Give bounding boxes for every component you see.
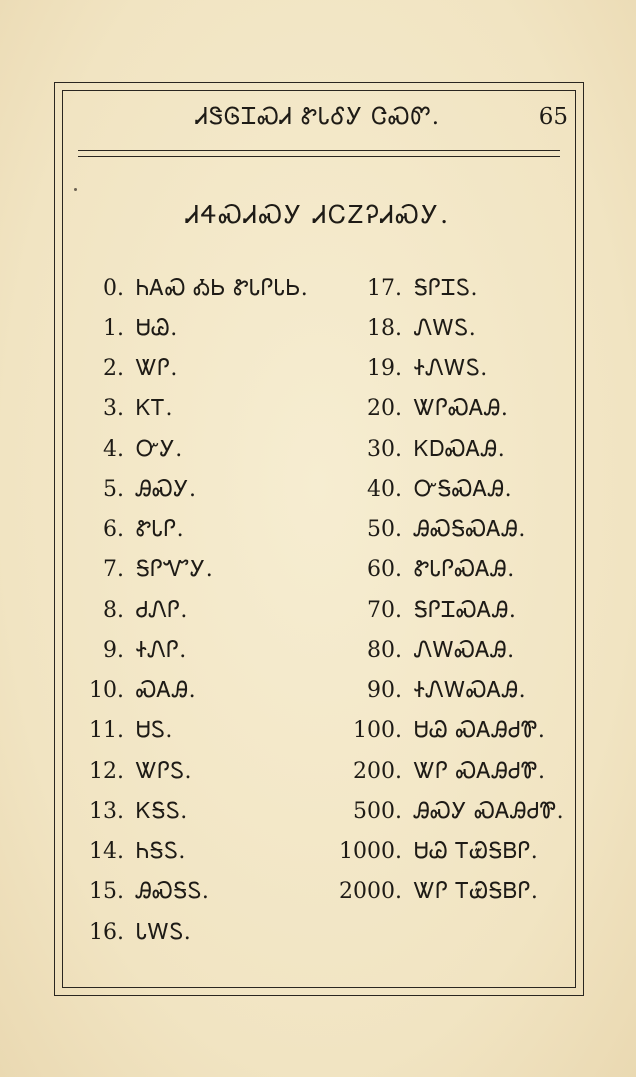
- number-row: [84, 510, 308, 550]
- number-row: [330, 711, 564, 751]
- number-word: ᏂᎦᏚ.: [136, 839, 186, 865]
- numeral: 1000.: [339, 839, 402, 865]
- number-row: [84, 590, 308, 630]
- number-row: [330, 389, 564, 429]
- numeral: 200.: [353, 758, 402, 784]
- header-rule-top: [78, 150, 560, 151]
- numeral: 4.: [103, 436, 124, 462]
- number-row: [330, 590, 564, 630]
- numeral: 1.: [103, 315, 124, 341]
- number-row: [84, 872, 308, 912]
- numeral: 20.: [367, 396, 402, 422]
- number-row: [84, 308, 308, 348]
- numbers-column-right: [330, 268, 564, 912]
- number-word: ᏐᏁᎳᏍᎪᎯ.: [414, 678, 527, 704]
- numeral: 6.: [103, 517, 124, 543]
- section-title: ᏗᏎᏍᏗᏍᎩ ᏗᏟᏃᎮᏗᏍᎩ.: [185, 200, 451, 229]
- number-row: [84, 429, 308, 469]
- numeral: 18.: [367, 315, 402, 341]
- number-row: [330, 872, 564, 912]
- number-word: ᏁᎳᏍᎪᎯ.: [414, 637, 515, 663]
- number-row: [84, 832, 308, 872]
- numeral: 11.: [89, 718, 124, 744]
- number-row: [330, 469, 564, 509]
- number-word: ᏁᎳᏚ.: [414, 315, 477, 341]
- number-word: ᎦᎵᏉᎩ.: [136, 557, 214, 583]
- number-word: ᏦᎦᏚ.: [136, 798, 188, 824]
- number-word: ᏦᎠᏍᎪᎯ.: [414, 436, 506, 462]
- numbers-column-left: [84, 268, 308, 952]
- number-row: [84, 912, 308, 952]
- running-header: ᏗᏕᎶᏆᏍᏗ ᏑᏓᎴᎩ ᏣᏍᏛ.: [195, 104, 441, 130]
- number-word: ᏑᏓᎵᏍᎪᎯ.: [414, 557, 515, 583]
- numeral: 9.: [103, 637, 124, 663]
- number-word: ᏔᎵ ᎢᏯᎦᏴᎵ.: [414, 879, 539, 905]
- number-word: ᏌᏊ ᏍᎪᎯᏧᏈ.: [414, 718, 546, 744]
- numeral: 2000.: [339, 879, 402, 905]
- numeral: 40.: [367, 476, 402, 502]
- number-word: ᏂᎪᏍ ᎣᏏ ᏑᏓᎵᏓᏏ.: [136, 275, 309, 301]
- number-row: [330, 429, 564, 469]
- number-word: ᏔᎵᏚ.: [136, 758, 193, 784]
- number-row: [330, 671, 564, 711]
- numeral: 17.: [367, 275, 402, 301]
- header-rule-bottom: [78, 156, 560, 157]
- numeral: 14.: [89, 839, 124, 865]
- number-row: [330, 308, 564, 348]
- number-row: [330, 832, 564, 872]
- number-row: [330, 791, 564, 831]
- numeral: 13.: [89, 798, 124, 824]
- number-word: ᏅᎦᏍᎪᎯ.: [414, 476, 513, 502]
- number-row: [330, 751, 564, 791]
- numeral: 8.: [103, 597, 124, 623]
- number-word: ᎦᎵᏆᏚ.: [414, 275, 478, 301]
- number-word: ᏅᎩ.: [136, 436, 183, 462]
- numeral: 50.: [367, 517, 402, 543]
- number-word: ᎦᎵᏆᏍᎪᎯ.: [414, 597, 517, 623]
- number-row: [84, 268, 308, 308]
- numeral: 60.: [367, 557, 402, 583]
- numeral: 19.: [367, 356, 402, 382]
- number-word: ᎯᏍᎦᏍᎪᎯ.: [414, 517, 526, 543]
- number-word: ᏧᏁᎵ.: [136, 597, 188, 623]
- number-word: ᏔᎵᏍᎪᎯ.: [414, 396, 509, 422]
- page-number: 65: [538, 104, 568, 130]
- number-word: ᏔᎵ ᏍᎪᎯᏧᏈ.: [414, 758, 546, 784]
- number-word: ᏌᏚ.: [136, 718, 173, 744]
- numeral: 0.: [103, 275, 124, 301]
- number-row: [84, 751, 308, 791]
- number-word: ᏐᏁᎵ.: [136, 637, 187, 663]
- number-word: ᏑᏓᎵ.: [136, 517, 185, 543]
- number-word: ᏌᏊ.: [136, 315, 178, 341]
- numeral: 12.: [89, 758, 124, 784]
- number-row: [84, 630, 308, 670]
- number-word: ᏓᎳᏚ.: [136, 919, 192, 945]
- number-row: [330, 349, 564, 389]
- numeral: 7.: [103, 557, 124, 583]
- number-word: ᏦᎢ.: [136, 396, 173, 422]
- number-row: [330, 630, 564, 670]
- number-word: ᏔᎵ.: [136, 356, 178, 382]
- numeral: 30.: [367, 436, 402, 462]
- numeral: 70.: [367, 597, 402, 623]
- number-row: [84, 469, 308, 509]
- number-row: [330, 550, 564, 590]
- number-row: [84, 349, 308, 389]
- number-row: [330, 268, 564, 308]
- number-word: ᎯᏍᎩ.: [136, 476, 197, 502]
- numeral: 15.: [89, 879, 124, 905]
- numeral: 10.: [89, 678, 124, 704]
- number-word: ᎯᏍᎦᏚ.: [136, 879, 210, 905]
- numeral: 80.: [367, 637, 402, 663]
- number-word: ᏐᏁᎳᏚ.: [414, 356, 488, 382]
- numeral: 16.: [89, 919, 124, 945]
- number-row: [84, 550, 308, 590]
- ink-speck: [74, 188, 77, 191]
- number-word: ᎯᏍᎩ ᏍᎪᎯᏧᏈ.: [414, 798, 565, 824]
- numeral: 90.: [367, 678, 402, 704]
- number-row: [84, 791, 308, 831]
- number-row: [330, 510, 564, 550]
- numeral: 3.: [103, 396, 124, 422]
- number-row: [84, 711, 308, 751]
- numeral: 2.: [103, 356, 124, 382]
- number-row: [84, 671, 308, 711]
- numeral: 500.: [353, 798, 402, 824]
- numeral: 100.: [353, 718, 402, 744]
- numeral: 5.: [103, 476, 124, 502]
- number-word: ᏍᎪᎯ.: [136, 678, 197, 704]
- number-row: [84, 389, 308, 429]
- number-word: ᏌᏊ ᎢᏯᎦᏴᎵ.: [414, 839, 539, 865]
